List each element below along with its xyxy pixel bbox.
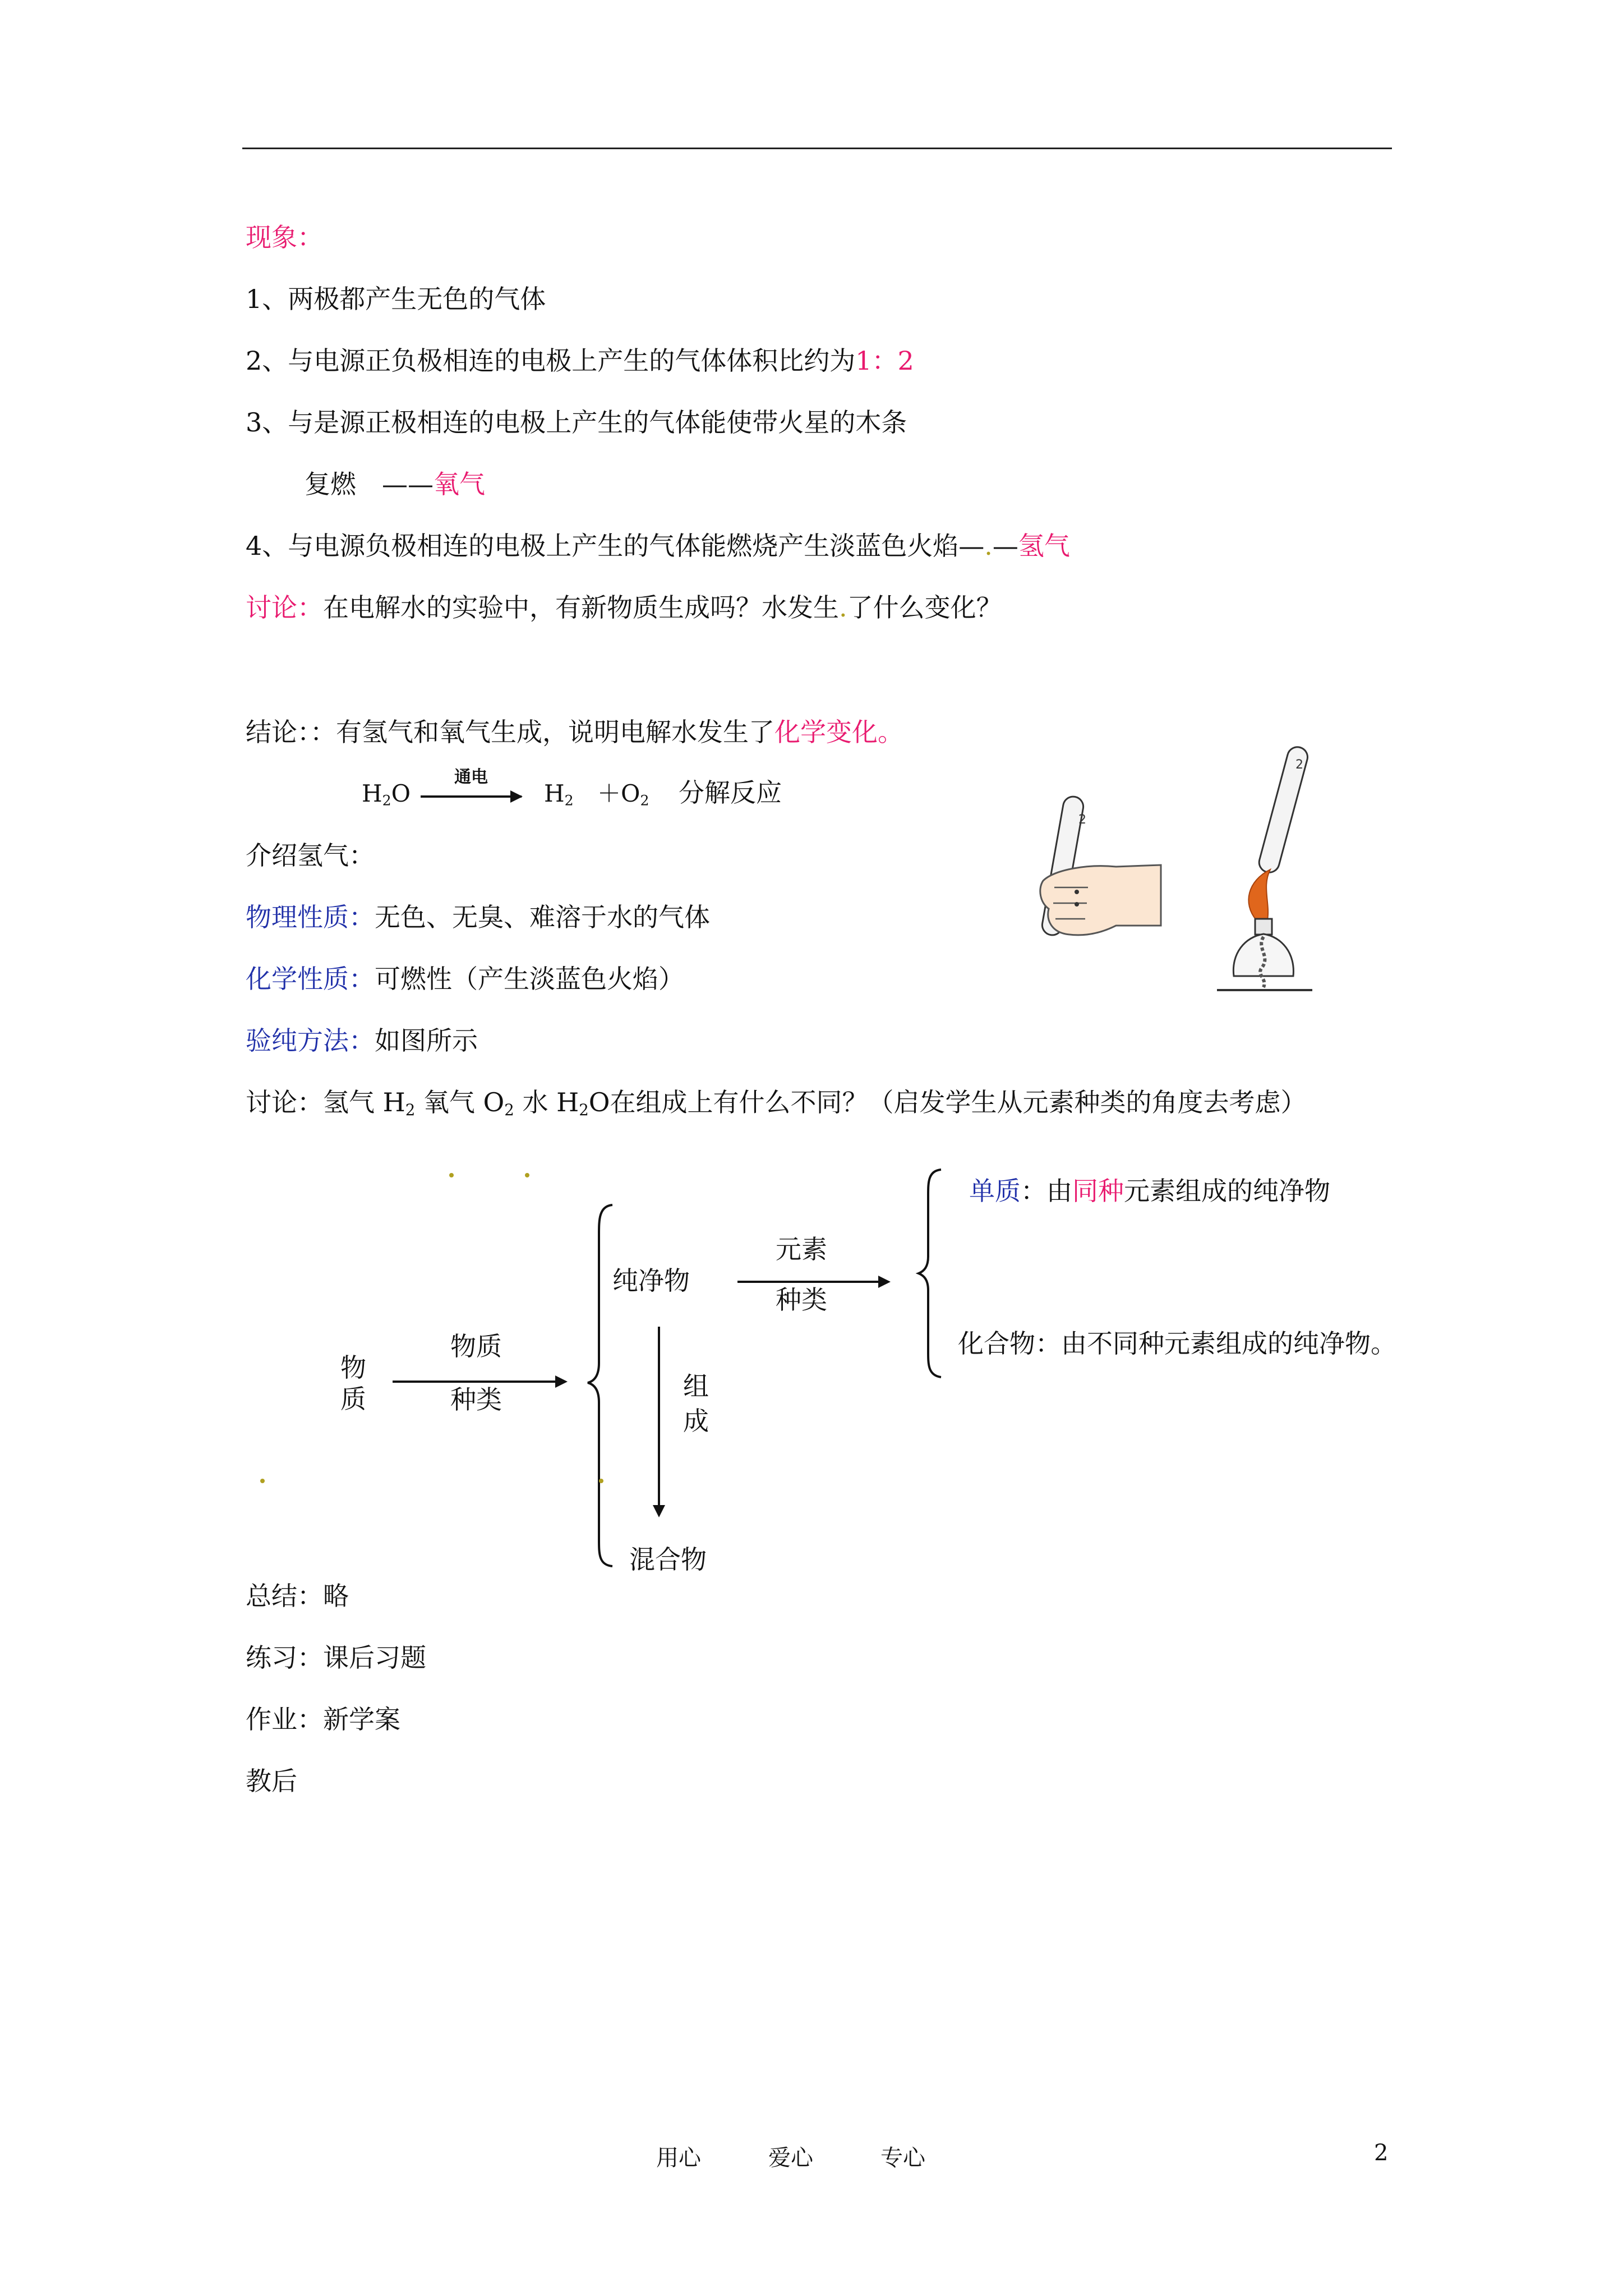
compound-definition: 化合物：由不同种元素组成的纯净物。 (958, 1328, 1396, 1359)
composition-label: 组成 (683, 1371, 709, 1436)
matter-label: 物质 (340, 1352, 366, 1414)
arrow-1-bottom-label: 种类 (450, 1384, 502, 1415)
arrow-2-top-label: 元素 (776, 1234, 827, 1264)
hydrogen-highlight: 氢气 (1018, 531, 1070, 561)
physical-text: 无色、无臭、难溶于水的气体 (375, 902, 710, 932)
equation-condition: 通电 (454, 767, 488, 787)
right-tube-label: 2 (1295, 758, 1303, 772)
discussion-2-sub-3: 2 (579, 1100, 589, 1119)
phenomena-title: 现象： (246, 222, 323, 252)
phenomena-item-4-text2: — (992, 531, 1018, 561)
phenomena-item-4-text: 4、与电源负极相连的电极上产生的气体能燃烧产生淡蓝色火焰— (246, 531, 985, 561)
left-tube-label: 2 (1078, 813, 1086, 827)
phenomena-item-3b-text: 复燃 —— (305, 469, 434, 499)
discussion-1-label: 讨论： (246, 592, 323, 623)
footer-item-1: 用心 (656, 2145, 701, 2171)
discussion-2-sub-1: 2 (405, 1100, 416, 1119)
arrow-1-top-label: 物质 (450, 1331, 502, 1361)
discussion-1-text-2: 了什么变化？ (847, 592, 1002, 623)
discussion-2-sub-2: 2 (504, 1100, 514, 1119)
product-1-symbol: H (544, 780, 565, 807)
summary-line: 总结：略 (246, 1581, 349, 1611)
same-kind-highlight: 同种 (1072, 1176, 1124, 1206)
purity-text: 如图所示 (375, 1025, 478, 1056)
discussion-1-text-1: 在电解水的实验中，有新物质生成吗？水发生 (323, 592, 839, 623)
phenomena-item-2-text: 2、与电源正负极相连的电极上产生的气体体积比约为 (246, 346, 856, 376)
oxygen-highlight: 氧气 (434, 469, 485, 499)
reactant-tail: O (391, 780, 411, 807)
footer-item-3: 专心 (880, 2145, 925, 2171)
element-label: 单质 (969, 1176, 1021, 1206)
phenomena-item-3: 3、与是源正极相连的电极上产生的气体能使带火星的木条 (246, 407, 907, 438)
reaction-type: 分解反应 (679, 777, 782, 808)
element-text-1: ：由 (1021, 1176, 1072, 1206)
phenomena-item-1: 1、两极都产生无色的气体 (246, 284, 546, 314)
volume-ratio: 1：2 (855, 346, 914, 376)
mixture-label: 混合物 (629, 1544, 707, 1575)
footer-item-2: 爱心 (768, 2145, 813, 2171)
pure-substance-label: 纯净物 (612, 1266, 690, 1296)
after-class-line: 教后 (246, 1766, 297, 1796)
exercise-line: 练习：课后习题 (246, 1642, 426, 1673)
product-2-subscript: 2 (640, 792, 649, 809)
hydrogen-intro: 介绍氢气： (246, 840, 375, 871)
physical-label: 物理性质： (246, 902, 375, 932)
discussion-1-mark: . (839, 592, 847, 623)
chemical-label: 化学性质： (246, 964, 375, 994)
homework-line: 作业：新学案 (246, 1704, 400, 1734)
reactant-symbol: H (362, 780, 382, 807)
conclusion-text: ：有氢气和氧气生成，说明电解水发生了 (310, 717, 774, 747)
element-text-2: 元素组成的纯净物 (1124, 1176, 1330, 1206)
page-number: 2 (1374, 2140, 1389, 2166)
purity-label: 验纯方法： (246, 1025, 375, 1056)
reactant-subscript: 2 (382, 792, 391, 809)
arrow-2-bottom-label: 种类 (776, 1285, 827, 1315)
item-4-mark: . (984, 531, 993, 561)
chemical-change-highlight: 化学变化。 (774, 717, 903, 747)
element-definition (969, 1174, 1330, 1208)
discussion-2-text-4: O在组成上有什么不同？（启发学生从元素种类的角度去考虑） (588, 1087, 1307, 1117)
product-2-symbol: ＋O (597, 780, 640, 807)
product-1-subscript: 2 (564, 792, 574, 809)
discussion-2-text-2: 氧气 O (415, 1087, 505, 1117)
discussion-2-text-3: 水 H (514, 1087, 579, 1117)
conclusion-label: 结论： (246, 717, 310, 747)
chemical-text: 可燃性（产生淡蓝色火焰） (375, 964, 684, 994)
discussion-2-text-1: 讨论：氢气 H (246, 1087, 405, 1117)
